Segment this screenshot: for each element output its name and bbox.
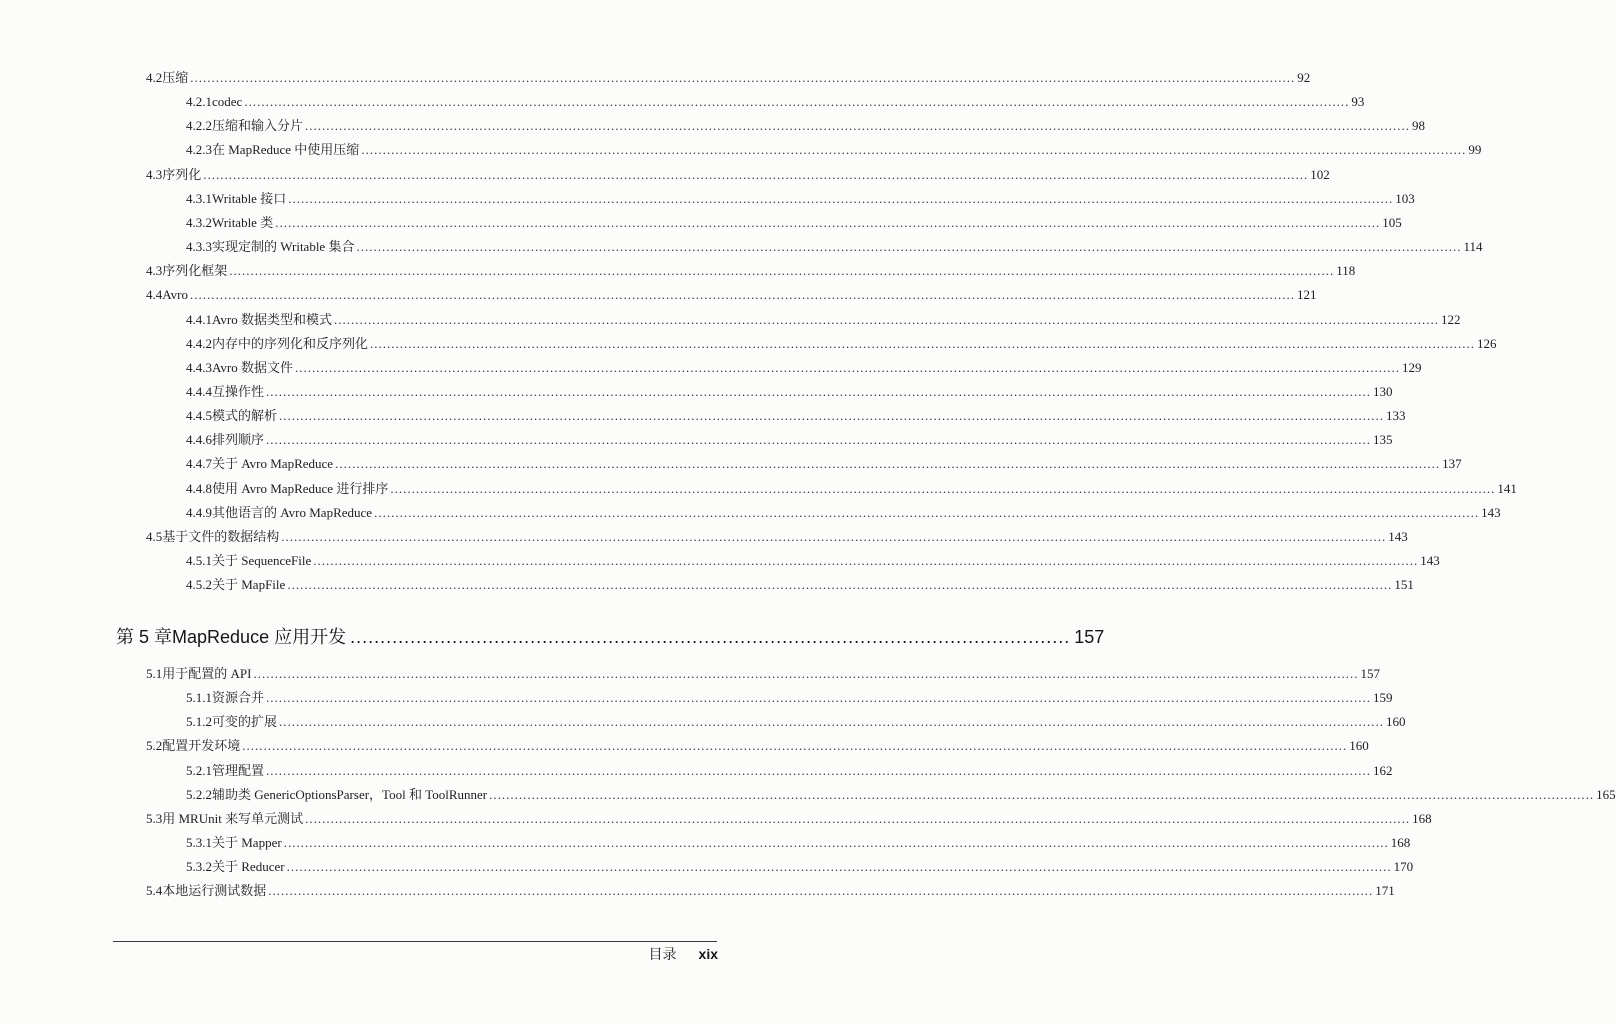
toc-entry xyxy=(186,239,1483,255)
toc-entry xyxy=(186,94,1365,110)
entry-title: 互操作性 xyxy=(212,384,265,399)
footer-page-number: xix xyxy=(698,946,718,962)
toc-entry xyxy=(186,118,1426,134)
dot-leader: .................................................................................................................................................................................................................................................................... xyxy=(288,191,1394,206)
dot-leader: .................................................................................................................................................................................................................................................................... xyxy=(390,481,1496,496)
toc-entry xyxy=(186,191,1415,207)
toc-entry xyxy=(146,883,1395,899)
entry-title: 压缩和输入分片 xyxy=(212,118,304,133)
entry-page-number: 126 xyxy=(1477,336,1497,351)
dot-leader: .................................................................................................................................................................................................................................................................... xyxy=(279,714,1385,729)
entry-number: 5.2.2 xyxy=(186,787,212,802)
toc-entry xyxy=(186,505,1501,521)
dot-leader: .................................................................................................................................................................................................................................................................... xyxy=(335,456,1441,471)
toc-entry xyxy=(146,263,1356,279)
entry-number: 4.3.1 xyxy=(186,191,212,206)
toc-entry xyxy=(186,481,1517,497)
toc-entry xyxy=(186,336,1497,352)
entry-page-number: 143 xyxy=(1388,529,1408,544)
entry-page-number: 121 xyxy=(1297,287,1317,302)
dot-leader: .................................................................................................................................................................................................................................................................... xyxy=(279,408,1385,423)
entry-number: 4.4.8 xyxy=(186,481,212,496)
entry-page-number: 102 xyxy=(1310,167,1330,182)
entry-title: 排列顺序 xyxy=(212,432,265,447)
entry-title: 其他语言的 Avro MapReduce xyxy=(212,505,373,520)
entry-number: 5.2.1 xyxy=(186,763,212,778)
entry-title: 使用 Avro MapReduce 进行排序 xyxy=(212,481,389,496)
entry-page-number: 171 xyxy=(1375,883,1395,898)
entry-title: Avro 数据类型和模式 xyxy=(212,312,333,327)
entry-page-number: 99 xyxy=(1468,142,1482,157)
entry-page-number: 143 xyxy=(1481,505,1501,520)
footer-label: 目录 xyxy=(648,946,677,962)
entry-title: 辅助类 GenericOptionsParser，Tool 和 ToolRunner xyxy=(212,787,488,802)
entry-page-number: 98 xyxy=(1412,118,1426,133)
entry-page-number: 118 xyxy=(1336,263,1356,278)
dot-leader: .................................................................................................................................................................................................................................................................... xyxy=(295,360,1401,375)
toc-entry xyxy=(186,577,1414,593)
entry-number: 4.5 xyxy=(146,529,163,544)
entry-title: 用于配置的 API xyxy=(162,666,252,681)
dot-leader: .................................................................................................................................................................................................................................................................... xyxy=(374,505,1480,520)
toc-entry xyxy=(186,432,1393,448)
entry-number: 4.4 xyxy=(146,287,163,302)
entry-title: Writable 类 xyxy=(212,215,274,230)
entry-page-number: 137 xyxy=(1442,456,1462,471)
entry-page-number: 168 xyxy=(1390,835,1411,850)
entry-title: 关于 Mapper xyxy=(212,835,282,850)
dot-leader: .................................................................................................................................................................................................................................................................... xyxy=(266,690,1372,705)
dot-leader: .................................................................................................................................................................................................................................................................... xyxy=(268,883,1374,898)
entry-number: 4.3.3 xyxy=(186,239,212,254)
chapter-page-number: 157 xyxy=(1074,627,1105,647)
entry-number: 4.4.7 xyxy=(186,456,212,471)
dot-leader: .................................................................................................................................................................................................................................................................... xyxy=(190,70,1296,85)
dot-leader: .................................................................................................................................................................................................................................................................... xyxy=(370,336,1476,351)
entry-number: 5.2 xyxy=(146,738,163,753)
dot-leader: .................................................................................................................................................................................................................................................................... xyxy=(242,738,1348,753)
entry-title: Avro 数据文件 xyxy=(212,360,294,375)
entry-page-number: 122 xyxy=(1441,312,1461,327)
entry-page-number: 160 xyxy=(1386,714,1406,729)
dot-leader: .................................................................................................................................................................................................................................................................... xyxy=(266,384,1372,399)
entry-title: 本地运行测试数据 xyxy=(162,883,267,898)
toc-entry xyxy=(186,835,1411,851)
toc-entry xyxy=(186,360,1422,376)
dot-leader: .................................................................................................................................................................................................................................................................... xyxy=(489,787,1595,802)
entry-title: 序列化框架 xyxy=(162,263,228,278)
entry-page-number: 93 xyxy=(1351,94,1365,109)
entry-page-number: 159 xyxy=(1373,690,1393,705)
dot-leader: .................................................................................................................................................................................................................................................................... xyxy=(229,263,1335,278)
toc-entry xyxy=(146,811,1432,827)
entry-page-number: 143 xyxy=(1420,553,1440,568)
entry-title: 关于 Avro MapReduce xyxy=(212,456,334,471)
entry-number: 4.4.4 xyxy=(186,384,212,399)
entry-title: 在 MapReduce 中使用压缩 xyxy=(212,142,360,157)
entry-number: 4.4.3 xyxy=(186,360,212,375)
entry-title: codec xyxy=(212,94,243,109)
entry-page-number: 168 xyxy=(1412,811,1432,826)
toc-entry xyxy=(186,384,1393,400)
entry-page-number: 165 xyxy=(1596,787,1616,802)
chapter-title: MapReduce 应用开发 xyxy=(172,627,347,647)
toc-entry xyxy=(186,859,1414,875)
page-footer xyxy=(600,944,718,964)
dot-leader: .................................................................................................................................................................................................................................................................... xyxy=(286,859,1392,874)
toc-entry xyxy=(186,408,1406,424)
entry-number: 5.1.1 xyxy=(186,690,212,705)
toc-entry xyxy=(186,690,1393,706)
entry-number: 4.3 xyxy=(146,167,163,182)
entry-page-number: 92 xyxy=(1297,70,1311,85)
entry-title: 配置开发环境 xyxy=(162,738,241,753)
entry-page-number: 160 xyxy=(1349,738,1369,753)
entry-title: 实现定制的 Writable 集合 xyxy=(212,239,355,254)
entry-page-number: 130 xyxy=(1373,384,1393,399)
entry-number: 4.4.1 xyxy=(186,312,212,327)
entry-page-number: 133 xyxy=(1386,408,1406,423)
toc-entry xyxy=(146,70,1311,86)
dot-leader: ........................................................................................................................ xyxy=(350,627,1071,647)
toc-entry xyxy=(146,738,1369,754)
entry-title: Avro xyxy=(162,287,189,302)
entry-number: 4.5.1 xyxy=(186,553,212,568)
chapter-number: 第 5 章 xyxy=(116,627,173,647)
dot-leader: .................................................................................................................................................................................................................................................................... xyxy=(203,167,1309,182)
entry-page-number: 151 xyxy=(1394,577,1414,592)
dot-leader: .................................................................................................................................................................................................................................................................... xyxy=(305,118,1411,133)
dot-leader: .................................................................................................................................................................................................................................................................... xyxy=(266,432,1372,447)
dot-leader: .................................................................................................................................................................................................................................................................... xyxy=(275,215,1381,230)
entry-number: 4.2.3 xyxy=(186,142,212,157)
toc-entry xyxy=(186,763,1393,779)
entry-title: 管理配置 xyxy=(212,763,265,778)
dot-leader: .................................................................................................................................................................................................................................................................... xyxy=(283,835,1389,850)
dot-leader: .................................................................................................................................................................................................................................................................... xyxy=(266,763,1372,778)
entry-number: 5.1.2 xyxy=(186,714,212,729)
entry-number: 5.1 xyxy=(146,666,163,681)
entry-number: 4.2.2 xyxy=(186,118,212,133)
toc-entry xyxy=(146,287,1317,303)
entry-title: 模式的解析 xyxy=(212,408,278,423)
entry-title: 关于 SequenceFile xyxy=(212,553,312,568)
entry-title: 用 MRUnit 来写单元测试 xyxy=(162,811,304,826)
entry-page-number: 170 xyxy=(1393,859,1414,874)
toc-entry xyxy=(186,142,1482,158)
toc-entry xyxy=(146,666,1380,682)
entry-title: 关于 Reducer xyxy=(212,859,285,874)
entry-number: 4.4.6 xyxy=(186,432,212,447)
toc-entry xyxy=(186,787,1616,803)
entry-title: 可变的扩展 xyxy=(212,714,278,729)
dot-leader: .................................................................................................................................................................................................................................................................... xyxy=(287,577,1393,592)
footer-rule xyxy=(113,941,717,942)
entry-page-number: 103 xyxy=(1395,191,1415,206)
entry-number: 4.4.5 xyxy=(186,408,212,423)
entry-title: 基于文件的数据结构 xyxy=(162,529,280,544)
entry-number: 4.4.2 xyxy=(186,336,212,351)
entry-title: 资源合并 xyxy=(212,690,265,705)
entry-number: 4.3 xyxy=(146,263,163,278)
entry-number: 5.3 xyxy=(146,811,163,826)
entry-page-number: 129 xyxy=(1402,360,1422,375)
dot-leader: .................................................................................................................................................................................................................................................................... xyxy=(305,811,1411,826)
entry-page-number: 162 xyxy=(1373,763,1393,778)
dot-leader: .................................................................................................................................................................................................................................................................... xyxy=(190,287,1296,302)
toc-entry xyxy=(146,167,1330,183)
entry-page-number: 105 xyxy=(1382,215,1402,230)
entry-number: 4.2 xyxy=(146,70,163,85)
dot-leader: .................................................................................................................................................................................................................................................................... xyxy=(334,312,1440,327)
toc-entry xyxy=(186,714,1406,730)
entry-number: 5.4 xyxy=(146,883,163,898)
entry-page-number: 114 xyxy=(1463,239,1483,254)
entry-page-number: 157 xyxy=(1360,666,1380,681)
entry-title: 序列化 xyxy=(162,167,202,182)
entry-page-number: 141 xyxy=(1497,481,1517,496)
dot-leader: .................................................................................................................................................................................................................................................................... xyxy=(313,553,1419,568)
entry-number: 4.5.2 xyxy=(186,577,212,592)
entry-title: Writable 接口 xyxy=(212,191,287,206)
entry-title: 压缩 xyxy=(162,70,189,85)
entry-number: 4.4.9 xyxy=(186,505,212,520)
chapter-heading xyxy=(116,626,1105,648)
toc-entry xyxy=(146,529,1408,545)
dot-leader: .................................................................................................................................................................................................................................................................... xyxy=(356,239,1462,254)
toc-entry xyxy=(186,215,1402,231)
entry-number: 5.3.1 xyxy=(186,835,212,850)
dot-leader: .................................................................................................................................................................................................................................................................... xyxy=(244,94,1350,109)
toc-entry xyxy=(186,312,1461,328)
entry-page-number: 135 xyxy=(1373,432,1393,447)
toc-entry xyxy=(186,456,1462,472)
entry-number: 4.2.1 xyxy=(186,94,212,109)
dot-leader: .................................................................................................................................................................................................................................................................... xyxy=(281,529,1387,544)
entry-number: 5.3.2 xyxy=(186,859,212,874)
entry-number: 4.3.2 xyxy=(186,215,212,230)
dot-leader: .................................................................................................................................................................................................................................................................... xyxy=(253,666,1359,681)
entry-title: 内存中的序列化和反序列化 xyxy=(212,336,369,351)
entry-title: 关于 MapFile xyxy=(212,577,286,592)
toc-entry xyxy=(186,553,1440,569)
dot-leader: .................................................................................................................................................................................................................................................................... xyxy=(361,142,1467,157)
